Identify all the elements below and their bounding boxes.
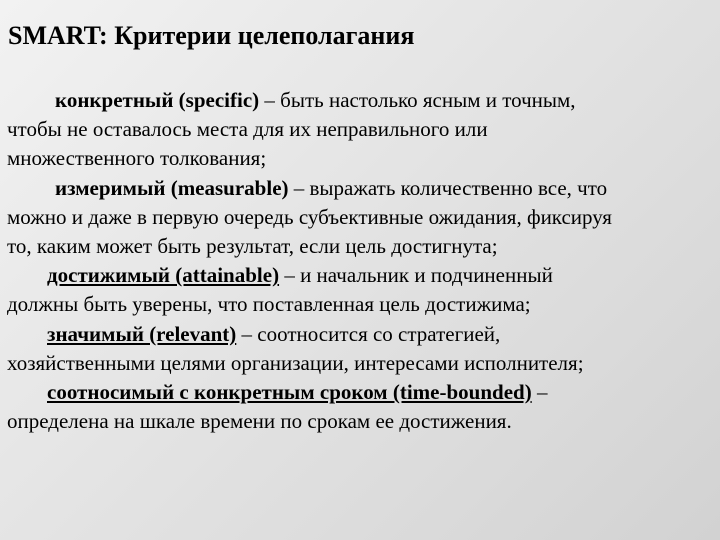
criterion-specific: [7, 86, 717, 174]
criterion-text: чтобы не оставалось места для их неправильного или: [7, 117, 488, 142]
criterion-term: конкретный (specific): [55, 88, 260, 112]
criterion-text: хозяйственными целями организации, интересами исполнителя;: [7, 350, 584, 375]
criterion-term: достижимый (attainable): [47, 263, 280, 288]
criterion-text: должны быть уверены, что поставленная цель достижима;: [7, 292, 531, 317]
criterion-text: – быть настолько ясным и точным,: [259, 88, 576, 112]
slide-title: SMART: Критерии целеполагания: [8, 21, 415, 50]
criterion-first-line: [7, 261, 717, 290]
criterion-time-bounded: [7, 378, 717, 436]
criterion-measurable: [7, 174, 717, 262]
criterion-first-line: [7, 174, 717, 203]
criterion-text: определена на шкале времени по срокам ее достижения.: [7, 409, 512, 434]
criterion-attainable: [7, 261, 717, 319]
criterion-first-line: [7, 86, 717, 115]
criterion-text: –: [531, 380, 548, 405]
criterion-text: – выражать количественно все, что: [288, 175, 608, 200]
criterion-text: можно и даже в первую очередь субъективные ожидания, фиксируя: [7, 204, 612, 229]
criteria-list: [7, 86, 717, 436]
criterion-term: значимый (relevant): [47, 321, 237, 346]
criterion-first-line: [7, 378, 717, 407]
criterion-text: – и начальник и подчиненный: [279, 263, 553, 288]
criterion-first-line: [7, 320, 717, 349]
criterion-text: то, каким может быть результат, если цель достигнута;: [7, 234, 498, 259]
criterion-term: измеримый (measurable): [55, 175, 289, 200]
criterion-term: соотносимый с конкретным сроком (time-bounded): [47, 380, 532, 405]
criterion-text: множественного толкования;: [7, 146, 267, 171]
criterion-relevant: [7, 320, 717, 378]
criterion-text: – соотносится со стратегией,: [236, 321, 501, 346]
